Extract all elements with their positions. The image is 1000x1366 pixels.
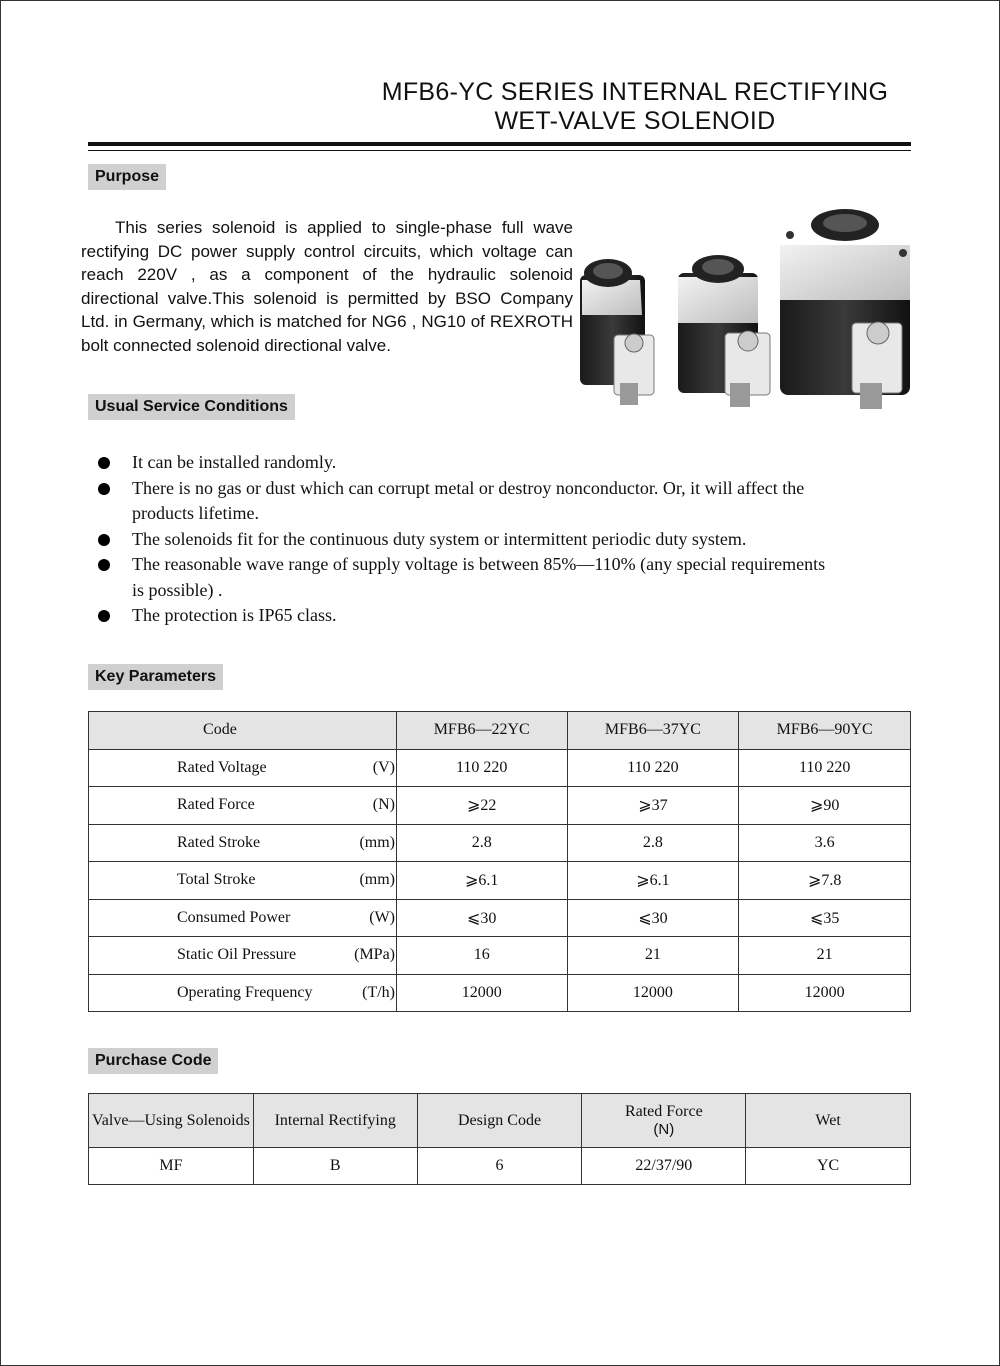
- table-cell: 12000: [567, 974, 739, 1012]
- table-row: [89, 749, 911, 787]
- parameter-name: Consumed Power: [177, 908, 291, 926]
- section-heading-service-conditions: Usual Service Conditions: [88, 394, 295, 420]
- table-cell: ⩾7.8: [739, 862, 911, 900]
- section-heading-key-parameters: Key Parameters: [88, 664, 223, 690]
- parameter-name: Rated Voltage: [177, 758, 267, 776]
- key-parameters-table: [88, 711, 911, 1012]
- parameter-unit: (T/h): [362, 983, 395, 1001]
- title-rule-thin: [88, 150, 911, 151]
- table-row: [89, 899, 911, 937]
- column-header: MFB6—37YC: [567, 712, 739, 750]
- table-cell: 110 220: [396, 749, 567, 787]
- purpose-paragraph: [81, 216, 573, 357]
- table-cell: B: [253, 1148, 417, 1185]
- table-cell: 6: [417, 1148, 582, 1185]
- column-header: MFB6—22YC: [396, 712, 567, 750]
- list-item-text: The protection is IP65 class.: [132, 605, 337, 625]
- parameter-name-cell: [89, 787, 397, 825]
- table-row: [89, 974, 911, 1012]
- parameter-name-cell: [89, 899, 397, 937]
- solenoid-product-photo: [570, 205, 920, 415]
- list-item: [96, 527, 826, 553]
- list-item-text: It can be installed randomly.: [132, 452, 337, 472]
- table-row: [89, 862, 911, 900]
- table-cell: 3.6: [739, 824, 911, 862]
- column-header: Internal Rectifying: [253, 1094, 417, 1148]
- bullet-icon: [98, 559, 110, 571]
- table-cell: 12000: [396, 974, 567, 1012]
- parameter-name: Static Oil Pressure: [177, 946, 297, 964]
- parameter-unit: (MPa): [354, 946, 395, 964]
- title-rule-thick: [88, 142, 911, 146]
- table-cell: ⩾90: [739, 787, 911, 825]
- table-cell: 110 220: [567, 749, 739, 787]
- table-row: [89, 787, 911, 825]
- purpose-text: This series solenoid is applied to single-phase full wave rectifying DC power supply control circuits, which voltage can reach 220V , as a component of the hydraulic solenoid directional valve.This solenoid is permitted by BSO Company Ltd. in Germany, which is matched for NG6 , NG10 of REXROTH bolt connected solenoid directional valve.: [81, 218, 573, 355]
- table-cell: 21: [567, 937, 739, 975]
- rated-force-unit: (N): [653, 1120, 675, 1138]
- table-cell: ⩾37: [567, 787, 739, 825]
- parameter-name-cell: [89, 749, 397, 787]
- column-header: Design Code: [417, 1094, 582, 1148]
- table-cell: MF: [89, 1148, 254, 1185]
- table-cell: 2.8: [396, 824, 567, 862]
- column-header: Wet: [746, 1094, 911, 1148]
- list-item-text: There is no gas or dust which can corrupt metal or destroy nonconductor. Or, it will affect the products lifetime.: [132, 477, 805, 523]
- parameter-unit: (mm): [359, 871, 395, 889]
- column-header: MFB6—90YC: [739, 712, 911, 750]
- table-cell: ⩽30: [396, 899, 567, 937]
- column-header: [582, 1094, 746, 1148]
- service-conditions-list: [96, 450, 826, 629]
- table-row: [89, 824, 911, 862]
- parameter-name-cell: [89, 862, 397, 900]
- column-header: Valve—Using Solenoids: [89, 1094, 254, 1148]
- list-item: [96, 476, 826, 527]
- parameter-name: Rated Stroke: [177, 833, 261, 851]
- purchase-code-table: [88, 1093, 911, 1185]
- table-row: [89, 1148, 911, 1185]
- parameter-name: Rated Force: [177, 796, 255, 814]
- rated-force-header: Rated Force: [624, 1102, 703, 1120]
- parameter-unit: (N): [372, 796, 395, 814]
- table-cell: ⩾6.1: [396, 862, 567, 900]
- bullet-icon: [98, 534, 110, 546]
- solenoid-medium: [678, 255, 770, 407]
- bullet-icon: [98, 610, 110, 622]
- table-header-row: [89, 712, 911, 750]
- parameter-name: Operating Frequency: [177, 983, 313, 1001]
- list-item: [96, 450, 826, 476]
- list-item-text: The reasonable wave range of supply voltage is between 85%—110% (any special requirements is possible) .: [132, 554, 826, 600]
- table-cell: ⩽30: [567, 899, 739, 937]
- table-cell: ⩽35: [739, 899, 911, 937]
- section-heading-purchase-code: Purchase Code: [88, 1048, 218, 1074]
- table-row: [89, 937, 911, 975]
- parameter-name-cell: [89, 824, 397, 862]
- title-line-2: WET-VALVE SOLENOID: [494, 107, 776, 135]
- table-cell: ⩾6.1: [567, 862, 739, 900]
- table-cell: ⩾22: [396, 787, 567, 825]
- section-heading-purpose: Purpose: [88, 164, 166, 190]
- table-cell: YC: [746, 1148, 911, 1185]
- table-cell: 2.8: [567, 824, 739, 862]
- parameter-name-cell: [89, 937, 397, 975]
- title-line-1: MFB6-YC SERIES INTERNAL RECTIFYING: [381, 78, 889, 106]
- parameter-unit: (V): [372, 758, 395, 776]
- parameter-name-cell: [89, 974, 397, 1012]
- bullet-icon: [98, 457, 110, 469]
- list-item: [96, 552, 826, 603]
- solenoid-large: [780, 209, 910, 409]
- list-item: [96, 603, 826, 629]
- bullet-icon: [98, 483, 110, 495]
- list-item-text: The solenoids fit for the continuous duty system or intermittent periodic duty system.: [132, 528, 747, 549]
- page-title: [360, 78, 910, 136]
- column-header: Code: [89, 712, 397, 750]
- table-cell: 12000: [739, 974, 911, 1012]
- table-cell: 22/37/90: [582, 1148, 746, 1185]
- table-header-row: [89, 1094, 911, 1148]
- solenoid-small: [580, 259, 654, 405]
- parameter-unit: (mm): [359, 833, 395, 851]
- table-cell: 21: [739, 937, 911, 975]
- table-cell: 110 220: [739, 749, 911, 787]
- parameter-unit: (W): [369, 908, 395, 926]
- table-cell: 16: [396, 937, 567, 975]
- parameter-name: Total Stroke: [177, 871, 256, 889]
